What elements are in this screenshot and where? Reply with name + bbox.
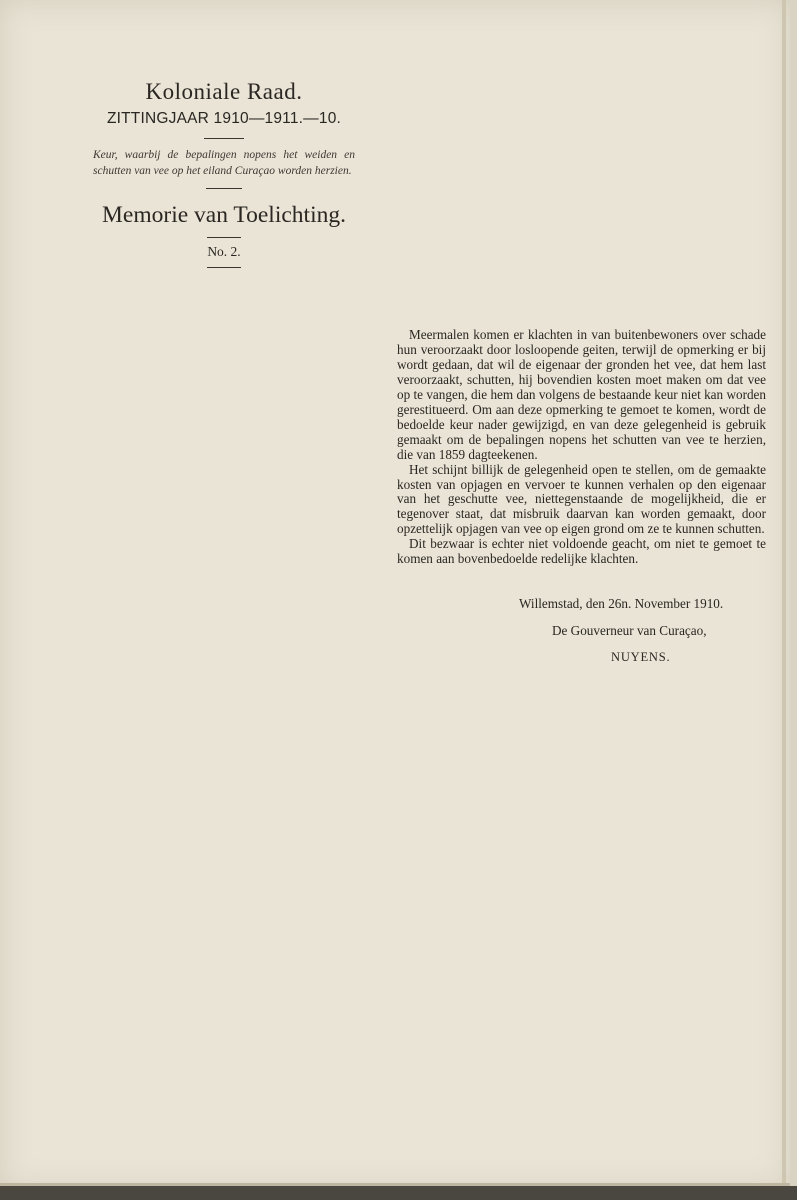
divider bbox=[206, 188, 242, 189]
paragraph: Dit bezwaar is echter niet voldoende geacht, om niet te gemoet te komen aan bovenbedoelde redelijke klachten. bbox=[397, 536, 766, 567]
council-title: Koloniale Raad. bbox=[145, 79, 303, 104]
subject-line: Keur, waarbij de bepalingen nopens het weiden en schutten van vee op het eiland Curaçao worden herzien. bbox=[93, 149, 355, 177]
document-type-title: Memorie van Toelichting. bbox=[102, 202, 346, 228]
page-edge-bottom bbox=[0, 1186, 797, 1200]
page-edge-right bbox=[782, 0, 786, 1190]
document-number: No. 2. bbox=[207, 244, 241, 259]
place-date: Willemstad, den 26n. November 1910. bbox=[519, 596, 724, 611]
divider bbox=[204, 138, 244, 139]
paragraph: Het schijnt billijk de gelegenheid open te stellen, om de gemaakte kosten van opjagen en vervoer te kunnen verhalen op den eigenaar van het geschutte vee, niettegenstaande de mogelijkheid, die er tegenover staat, dat misbruik daarvan kan worden gemaakt, door opzettelijk opjagen van vee op eigen grond om ze te kunnen schutten. bbox=[397, 461, 766, 537]
body-text bbox=[397, 328, 766, 567]
session-line: ZITTINGJAAR 1910—1911.—10. bbox=[106, 110, 342, 127]
paragraph: Meermalen komen er klachten in van buitenbewoners over schade hun veroorzaakt door losloopende geiten, terwijl de opmerking er bij wordt gedaan, dat wil de eigenaar der gronden het vee, dat hem last veroorzaakt, schutten, hij bovendien kosten moet maken om dat vee op te vangen, die hem dan volgens de bestaande keur niet kan worden gerestitueerd. Om aan deze opmerking te gemoet te komen, wordt de bedoelde keur nader gewijzigd, en van deze gelegenheid is gebruik gemaakt om de bepalingen nopens het schutten van vee te herzien, die van 1859 dagteekenen. bbox=[397, 327, 766, 462]
divider bbox=[207, 237, 241, 238]
signatory-name: NUYENS. bbox=[611, 650, 671, 664]
document-header bbox=[88, 78, 360, 268]
signatory-title: De Gouverneur van Curaçao, bbox=[552, 623, 707, 638]
divider bbox=[207, 267, 241, 268]
